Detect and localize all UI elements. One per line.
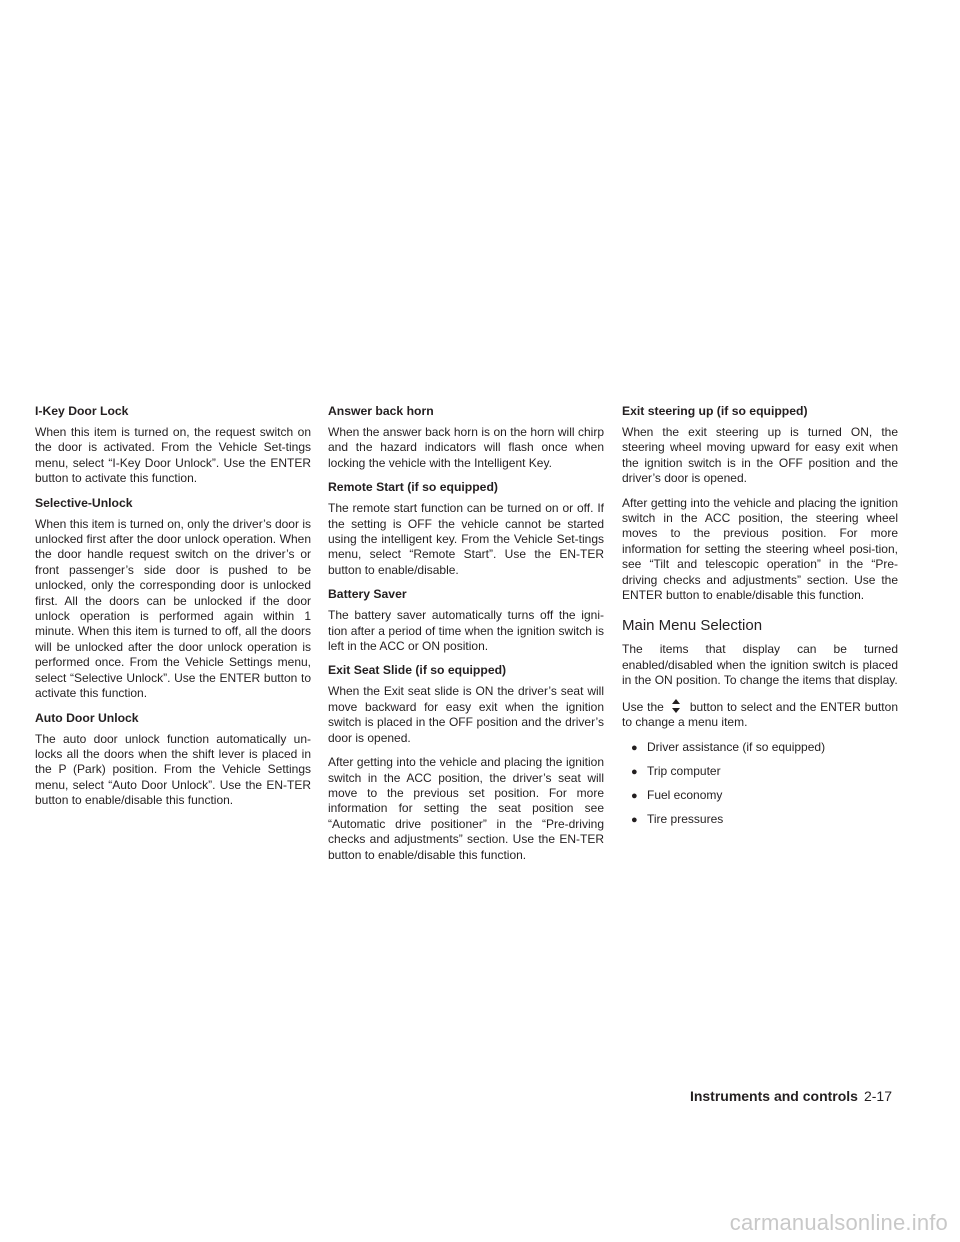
bullet-icon: ● — [631, 765, 638, 778]
column-right — [622, 404, 898, 836]
section-remote-start — [328, 480, 604, 578]
bullet-icon: ● — [631, 813, 638, 826]
use-suffix: button to select and the ENTER button to change a menu item. — [622, 699, 898, 730]
section-battery-saver — [328, 587, 604, 654]
list-item — [631, 740, 898, 756]
page-number: 2-17 — [863, 1088, 892, 1104]
section-heading: I-Key Door Lock — [35, 404, 129, 418]
section-heading: Remote Start (if so equipped) — [328, 480, 498, 495]
section-auto-door-unlock — [35, 711, 311, 809]
paragraph: After getting into the vehicle and placing the ignition switch in the ACC position, the driver’s seat will move to the previous set position. For more information for setting the seat position see “Automatic drive positioner” in the “Pre-driving checks and adjustments” section. Use the EN-TER button to enable/disable this function. — [328, 755, 604, 862]
list-item — [631, 764, 898, 780]
section-heading: Answer back horn — [328, 404, 434, 418]
paragraph: The items that display can be turned enabled/disabled when the ignition switch is placed in the ON position. To change the items that display. — [622, 642, 898, 688]
section-answer-back-horn — [328, 404, 604, 471]
paragraph: The remote start function can be turned on or off. If the setting is OFF the vehicle cannot be started using the intelligent key. From the Vehicle Set-tings menu, select “Remote Start”. Use the EN-TER button to enable/disable. — [328, 501, 604, 577]
paragraph: The battery saver automatically turns off the igni-tion after a period of time when the ignition switch is left in the ACC or ON position. — [328, 608, 604, 654]
use-prefix: Use the — [622, 699, 664, 714]
column-left — [35, 404, 311, 818]
section-heading: Exit Seat Slide (if so equipped) — [328, 663, 507, 678]
list-item — [631, 788, 898, 804]
list-item — [631, 812, 898, 828]
paragraph: When this item is turned on, only the driver’s door is unlocked first after the door unlock operation. When the door handle request switch on the driver’s or front passenger’s side door is pushed to be unlocked, only the corresponding door is unlocked first. All the doors can be unlocked if the door unlock operation is performed again within 1 minute. When this item is turned to off, all the doors will be unlocked after the door unlock operation is performed once. From the Vehicle Settings menu, select “Selective Unlock”. Use the ENTER button to activate this function. — [35, 516, 311, 701]
paragraph: When the Exit seat slide is ON the driver’s seat will move backward for easy exit when the ignition switch is placed in the OFF position and the driver’s door is opened. — [328, 684, 604, 745]
paragraph: When the answer back horn is on the horn will chirp and the hazard indicators will flash once when locking the vehicle with the Intelligent Key. — [328, 425, 604, 470]
list-item-text: Driver assistance (if so equipped) — [647, 739, 826, 754]
bullet-icon: ● — [631, 741, 638, 754]
major-heading: Main Menu Selection — [622, 617, 763, 635]
section-exit-steering-up — [622, 404, 898, 603]
section-i-key-door-lock — [35, 404, 311, 487]
section-heading: Auto Door Unlock — [35, 710, 139, 725]
paragraph: The auto door unlock function automatically un-locks all the doors when the shift lever is placed in the P (Park) position. From the Vehicle Settings menu, select “Auto Door Unlock”. Use the EN-TER button to enable/disable this function. — [35, 731, 311, 808]
paragraph: After getting into the vehicle and placing the ignition switch in the ACC position, the steering wheel moves to the previous position. For more information for setting the steering wheel posi-tion, see “Tilt and telescopic operation” in the “Pre-driving checks and adjustments” section. Use the ENTER button to enable/disable this function. — [622, 495, 898, 603]
list-item-text: Fuel economy — [647, 787, 723, 802]
menu-items-list — [622, 740, 898, 828]
section-main-menu-selection — [622, 617, 898, 827]
paragraph: When the exit steering up is turned ON, the steering wheel moving upward for easy exit when the ignition switch is in the OFF position and the driver’s door is opened. — [622, 425, 898, 486]
column-middle — [328, 404, 604, 872]
up-down-arrows-icon — [670, 698, 682, 714]
section-selective-unlock — [35, 496, 311, 702]
watermark[interactable]: carmanualsonline.info — [729, 1210, 948, 1235]
section-heading: Selective-Unlock — [35, 495, 133, 510]
page-footer — [690, 1088, 892, 1104]
paragraph: When this item is turned on, the request switch on the door is activated. From the Vehicle Set-tings menu, select “I-Key Door Unlock”. Use the ENTER button to activate this function. — [35, 425, 311, 486]
bullet-icon: ● — [631, 789, 638, 802]
list-item-text: Tire pressures — [647, 811, 724, 826]
paragraph-use-button — [622, 698, 898, 731]
footer-section-title: Instruments and controls — [689, 1088, 858, 1104]
section-heading: Battery Saver — [328, 587, 407, 602]
section-heading: Exit steering up (if so equipped) — [622, 404, 808, 418]
section-exit-seat-slide — [328, 663, 604, 862]
list-item-text: Trip computer — [647, 763, 721, 778]
